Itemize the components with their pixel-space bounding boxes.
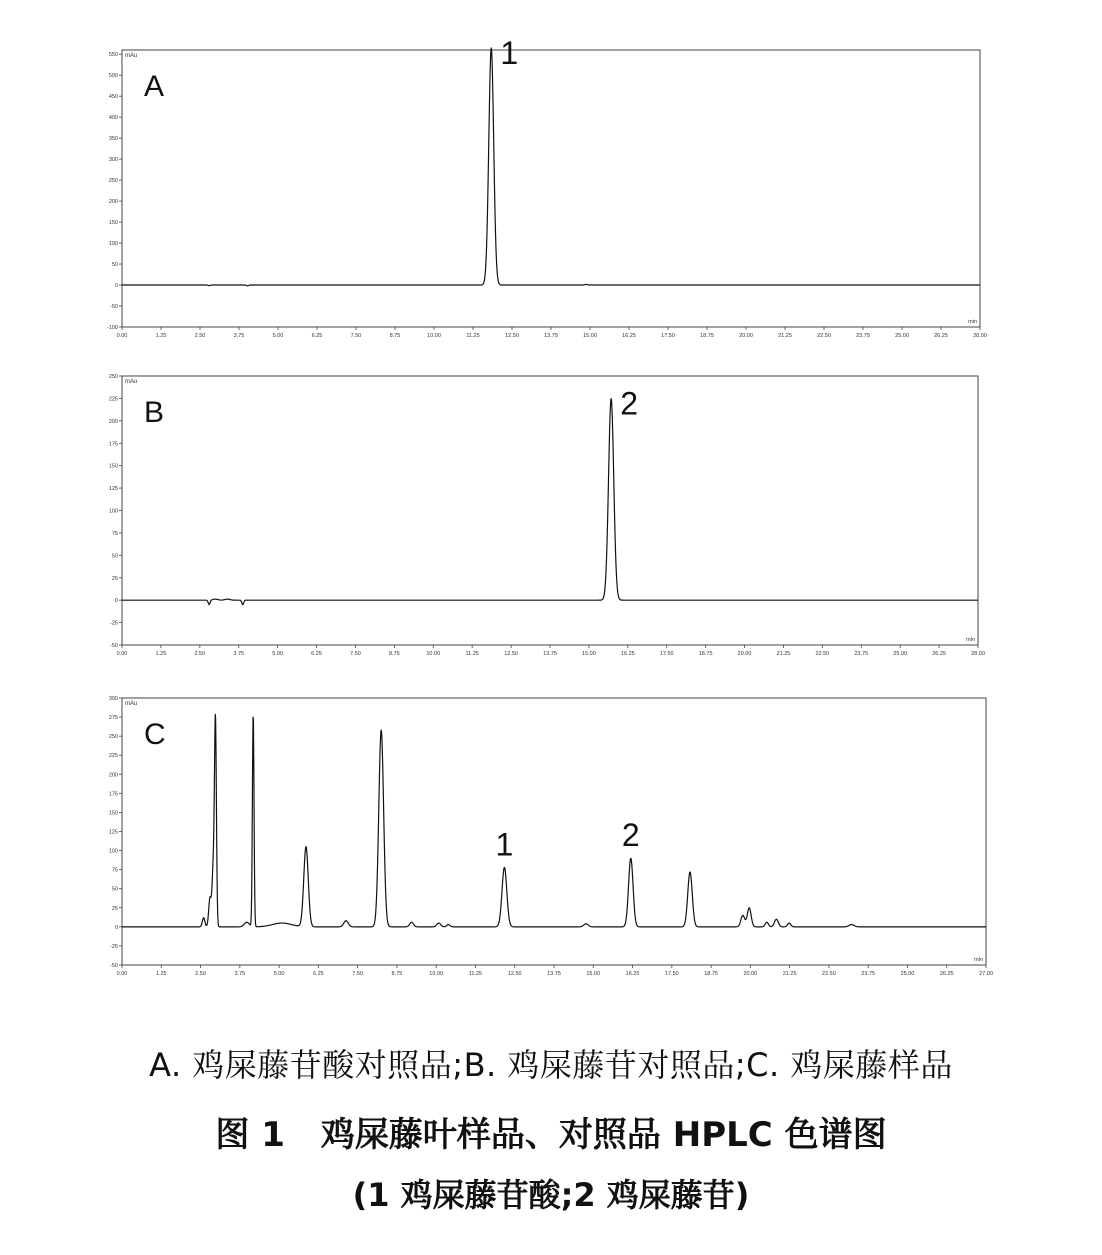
x-tick-label: 8.75: [389, 333, 401, 339]
y-tick-label: 0: [114, 924, 118, 931]
x-tick-label: 12.50: [505, 333, 519, 339]
y-tick-label: 200: [108, 199, 118, 206]
y-tick-label: 500: [108, 73, 118, 80]
y-tick-label: 450: [108, 94, 118, 101]
x-tick-label: 28.00: [973, 333, 987, 339]
y-tick-label: 275: [108, 715, 118, 722]
panel-letter: B: [144, 396, 165, 429]
chromatogram-panel-a: [107, 35, 987, 339]
y-tick-label: 150: [108, 220, 118, 227]
y-tick-label: 100: [108, 241, 118, 248]
x-tick-label: 18.75: [700, 333, 714, 339]
plot-frame: [122, 376, 978, 645]
x-tick-label: 1.25: [155, 971, 167, 977]
figure-legend: [0, 1040, 1102, 1086]
x-tick-label: 15.00: [582, 651, 596, 657]
chromatogram-trace: [122, 714, 986, 926]
x-tick-label: 23.75: [861, 971, 876, 977]
y-tick-label: -100: [106, 325, 118, 331]
x-tick-label: 21.25: [782, 971, 797, 977]
x-tick-label: 26.25: [939, 971, 954, 977]
y-axis-label: mAu: [125, 379, 138, 385]
x-tick-label: 2.50: [194, 651, 206, 657]
figure-number: 图 1: [215, 1115, 285, 1155]
y-tick-label: 50: [111, 262, 118, 269]
x-tick-label: 8.75: [391, 971, 403, 977]
y-tick-label: 125: [108, 486, 118, 493]
x-tick-label: 10.00: [427, 333, 441, 339]
x-tick-label: 6.25: [311, 333, 323, 339]
peak-label: 2: [621, 817, 640, 854]
x-tick-label: 11.25: [468, 971, 483, 977]
x-tick-label: 15.00: [583, 333, 597, 339]
figure-caption: [0, 1107, 1102, 1156]
legend-a: A. 鸡屎藤苷酸对照品;: [149, 1046, 464, 1084]
x-tick-label: 13.75: [547, 971, 561, 977]
x-axis-label: min: [966, 637, 975, 643]
x-tick-label: 3.75: [233, 651, 245, 657]
y-tick-label: -25: [110, 620, 118, 627]
x-tick-label: 11.25: [465, 651, 479, 657]
x-tick-label: 0.00: [116, 971, 128, 977]
y-tick-label: 225: [108, 753, 118, 760]
x-tick-label: 16.25: [625, 971, 640, 977]
x-tick-label: 21.25: [776, 651, 791, 657]
x-tick-label: 3.75: [234, 971, 246, 977]
x-tick-label: 18.75: [704, 971, 718, 977]
x-tick-label: 0.00: [116, 333, 128, 339]
x-tick-label: 5.00: [272, 333, 284, 339]
y-tick-label: -50: [110, 643, 118, 649]
x-tick-label: 17.50: [659, 651, 674, 657]
y-tick-label: 25: [111, 575, 118, 582]
x-tick-label: 7.50: [350, 651, 361, 657]
x-tick-label: 16.25: [622, 333, 636, 339]
chromatogram-trace: [122, 399, 978, 605]
y-tick-label: -50: [110, 304, 118, 311]
x-tick-label: 20.00: [739, 333, 753, 339]
x-tick-label: 8.75: [389, 651, 400, 657]
x-axis-label: min: [968, 319, 977, 325]
legend-b: B. 鸡屎藤苷对照品;: [463, 1046, 747, 1084]
x-tick-label: 2.50: [194, 333, 206, 339]
x-tick-label: 20.00: [737, 651, 752, 657]
y-tick-label: 225: [108, 396, 118, 403]
x-tick-label: 26.25: [932, 651, 946, 657]
x-tick-label: 6.25: [313, 971, 324, 977]
x-tick-label: 15.00: [586, 971, 601, 977]
x-tick-label: 12.50: [507, 971, 522, 977]
y-tick-label: 175: [108, 791, 118, 798]
x-tick-label: 1.25: [155, 651, 167, 657]
panel-letter: C: [144, 718, 166, 751]
panel-letter: A: [144, 70, 165, 103]
x-tick-label: 25.00: [900, 971, 915, 977]
y-tick-label: 50: [111, 886, 118, 893]
x-tick-label: 22.50: [817, 333, 831, 339]
x-tick-label: 10.00: [426, 651, 441, 657]
x-tick-label: 6.25: [311, 651, 322, 657]
peak-label: 1: [500, 34, 519, 71]
x-tick-label: 7.50: [352, 971, 363, 977]
x-tick-label: 27.00: [979, 971, 993, 977]
x-tick-label: 3.75: [233, 333, 245, 339]
x-tick-label: 10.00: [429, 971, 444, 977]
chromatogram-panel-c: [109, 696, 993, 977]
x-tick-label: 1.25: [155, 333, 167, 339]
y-tick-label: 125: [108, 829, 118, 836]
x-tick-label: 23.75: [854, 651, 869, 657]
y-tick-label: 100: [108, 848, 118, 855]
x-tick-label: 5.00: [272, 651, 283, 657]
figure-title: 鸡屎藤叶样品、对照品 HPLC 色谱图: [320, 1115, 887, 1155]
x-tick-label: 23.75: [856, 333, 870, 339]
x-tick-label: 17.50: [664, 971, 679, 977]
y-axis-label: mAu: [125, 701, 138, 707]
y-axis-label: mAu: [125, 53, 138, 59]
x-tick-label: 22.50: [815, 651, 830, 657]
y-tick-label: 300: [108, 157, 118, 164]
y-tick-label: 75: [111, 530, 118, 537]
x-tick-label: 25.00: [895, 333, 909, 339]
y-tick-label: 0: [114, 598, 118, 605]
y-tick-label: 25: [111, 905, 118, 912]
x-tick-label: 5.00: [273, 971, 285, 977]
x-tick-label: 0.00: [116, 651, 128, 657]
y-tick-label: 100: [108, 508, 118, 515]
x-tick-label: 21.25: [778, 333, 792, 339]
y-tick-label: 250: [108, 734, 118, 741]
legend-c: C. 鸡屎藤样品: [746, 1046, 953, 1084]
x-tick-label: 28.00: [971, 651, 985, 657]
y-tick-label: 400: [108, 115, 118, 122]
x-tick-label: 12.50: [504, 651, 518, 657]
figure-note: (1 鸡屎藤苷酸;2 鸡屎藤苷): [352, 1176, 750, 1214]
x-tick-label: 22.50: [822, 971, 836, 977]
y-tick-label: 250: [108, 178, 118, 185]
x-tick-label: 13.75: [544, 333, 558, 339]
x-tick-label: 7.50: [350, 333, 362, 339]
y-tick-label: 50: [111, 553, 118, 560]
x-tick-label: 17.50: [661, 333, 675, 339]
x-tick-label: 2.50: [195, 971, 206, 977]
peak-label: 2: [620, 385, 639, 422]
y-tick-label: 250: [108, 374, 118, 380]
x-tick-label: 18.75: [698, 651, 713, 657]
y-tick-label: 75: [111, 867, 118, 874]
chromatogram-panel-b: [109, 374, 985, 657]
peak-label: 1: [495, 826, 514, 863]
chromatogram-trace: [122, 48, 980, 286]
x-tick-label: 13.75: [543, 651, 557, 657]
x-tick-label: 25.00: [893, 651, 908, 657]
x-tick-label: 16.25: [620, 651, 635, 657]
x-tick-label: 26.25: [934, 333, 948, 339]
x-axis-label: min: [974, 957, 983, 963]
y-tick-label: 350: [108, 136, 118, 143]
y-tick-label: -25: [110, 943, 118, 950]
y-tick-label: 0: [114, 283, 118, 290]
y-tick-label: 300: [108, 696, 118, 702]
y-tick-label: 150: [108, 463, 118, 470]
y-tick-label: 200: [108, 772, 118, 779]
x-tick-label: 20.00: [743, 971, 758, 977]
y-tick-label: 550: [108, 52, 118, 59]
y-tick-label: 175: [108, 441, 118, 448]
y-tick-label: -50: [110, 963, 118, 969]
x-tick-label: 11.25: [466, 333, 480, 339]
y-tick-label: 150: [108, 810, 118, 817]
y-tick-label: 200: [108, 418, 118, 425]
